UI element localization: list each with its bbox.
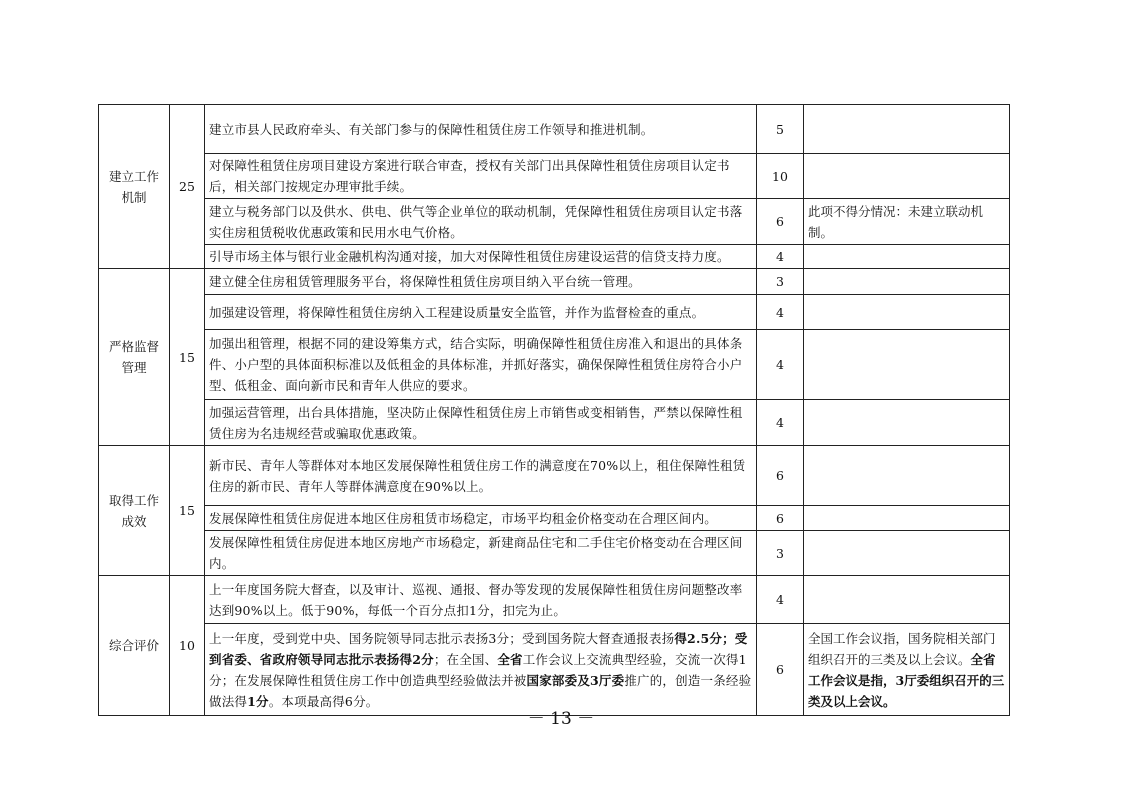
criterion-text: 上一年度，受到党中央、国务院领导同志批示表扬3分；受到国务院大督查通报表扬	[209, 630, 675, 646]
criterion-cell: 引导市场主体与银行业金融机构沟通对接，加大对保障性租赁住房建设运营的信贷支持力度。	[205, 245, 757, 269]
score-cell: 6	[757, 199, 804, 245]
table-row	[99, 446, 1010, 506]
score-cell: 4	[757, 295, 804, 330]
table-row	[99, 295, 1010, 330]
table-row	[99, 330, 1010, 400]
score-cell: 10	[757, 154, 804, 199]
table-row	[99, 269, 1010, 295]
score-cell: 6	[757, 506, 804, 531]
score-cell: 4	[757, 330, 804, 400]
note-cell	[804, 400, 1010, 446]
score-cell: 4	[757, 400, 804, 446]
note-text: 全国工作会议指，国务院相关部门组织召开的三类及以上会议。	[808, 630, 996, 667]
note-cell	[804, 330, 1010, 400]
score-cell: 4	[757, 576, 804, 624]
table-row	[99, 105, 1010, 154]
table-row	[99, 576, 1010, 624]
criterion-cell: 加强出租管理，根据不同的建设筹集方式，结合实际，明确保障性租赁住房准入和退出的具体条件、小户型的具体面积标准以及低租金的具体标准，并抓好落实，确保保障性租赁住房符合小户型、低租金、面向新市民和青年人供应的要求。	[205, 330, 757, 400]
category-cell: 综合评价	[99, 576, 170, 716]
category-total-cell: 10	[170, 576, 205, 716]
note-cell	[804, 105, 1010, 154]
criterion-text-bold: 全省	[497, 651, 523, 667]
criterion-cell	[205, 624, 757, 716]
criterion-cell: 上一年度国务院大督查，以及审计、巡视、通报、督办等发现的发展保障性租赁住房问题整改率达到90%以上。低于90%，每低一个百分点扣1分，扣完为止。	[205, 576, 757, 624]
category-cell: 取得工作成效	[99, 446, 170, 576]
criterion-text: 工作会议上交流典型经验，交流一次得1分；在发展保障性租赁住房工作中创造典型经验做法并被	[209, 651, 747, 688]
table-row	[99, 199, 1010, 245]
criterion-cell: 建立市县人民政府牵头、有关部门参与的保障性租赁住房工作领导和推进机制。	[205, 105, 757, 154]
table-row	[99, 400, 1010, 446]
criterion-cell: 建立健全住房租赁管理服务平台，将保障性租赁住房项目纳入平台统一管理。	[205, 269, 757, 295]
criterion-text-bold: 1分	[247, 693, 269, 709]
criterion-text: ；在全国、	[433, 651, 498, 667]
score-cell: 4	[757, 245, 804, 269]
criterion-cell: 加强建设管理，将保障性租赁住房纳入工程建设质量安全监管，并作为监督检查的重点。	[205, 295, 757, 330]
criterion-cell: 建立与税务部门以及供水、供电、供气等企业单位的联动机制，凭保障性租赁住房项目认定书落实住房租赁税收优惠政策和民用水电气价格。	[205, 199, 757, 245]
criterion-cell: 加强运营管理，出台具体措施，坚决防止保障性租赁住房上市销售或变相销售，严禁以保障性租赁住房为名违规经营或骗取优惠政策。	[205, 400, 757, 446]
note-cell	[804, 576, 1010, 624]
score-cell: 3	[757, 531, 804, 576]
criterion-cell: 对保障性租赁住房项目建设方案进行联合审查，授权有关部门出具保障性租赁住房项目认定书后，相关部门按规定办理审批手续。	[205, 154, 757, 199]
category-total-cell: 15	[170, 269, 205, 446]
note-cell	[804, 295, 1010, 330]
criterion-cell: 新市民、青年人等群体对本地区发展保障性租赁住房工作的满意度在70%以上，租住保障性租赁住房的新市民、青年人等群体满意度在90%以上。	[205, 446, 757, 506]
criterion-text-bold: 国家部委及3厅委	[526, 672, 625, 688]
category-total-cell: 25	[170, 105, 205, 269]
criterion-cell: 发展保障性租赁住房促进本地区房地产市场稳定，新建商品住宅和二手住宅价格变动在合理区间内。	[205, 531, 757, 576]
criterion-text: 。本项最高得6分。	[268, 693, 379, 709]
score-cell: 6	[757, 446, 804, 506]
score-cell: 3	[757, 269, 804, 295]
note-text-bold: 全省工作会议是指，3厅委组织召开的三类及以上会议。	[808, 651, 1005, 709]
table-row	[99, 624, 1010, 716]
score-cell: 6	[757, 624, 804, 716]
note-cell	[804, 531, 1010, 576]
table-row	[99, 531, 1010, 576]
criterion-text: 推广的，创造一条经验做法得	[209, 672, 752, 709]
category-cell: 严格监督管理	[99, 269, 170, 446]
note-cell	[804, 506, 1010, 531]
criterion-cell: 发展保障性租赁住房促进本地区住房租赁市场稳定，市场平均租金价格变动在合理区间内。	[205, 506, 757, 531]
note-cell: 此项不得分情况：未建立联动机制。	[804, 199, 1010, 245]
table-row	[99, 154, 1010, 199]
note-cell	[804, 245, 1010, 269]
table-row	[99, 245, 1010, 269]
criterion-text-bold: 得2.5分；受到省委、省政府领导同志批示表扬得2分	[209, 630, 748, 667]
page-number: － 13 －	[527, 709, 595, 729]
table-row	[99, 506, 1010, 531]
note-cell	[804, 269, 1010, 295]
note-cell	[804, 446, 1010, 506]
score-cell: 5	[757, 105, 804, 154]
category-cell: 建立工作机制	[99, 105, 170, 269]
note-cell	[804, 624, 1010, 716]
note-cell	[804, 154, 1010, 199]
category-total-cell: 15	[170, 446, 205, 576]
evaluation-table	[98, 104, 1010, 716]
